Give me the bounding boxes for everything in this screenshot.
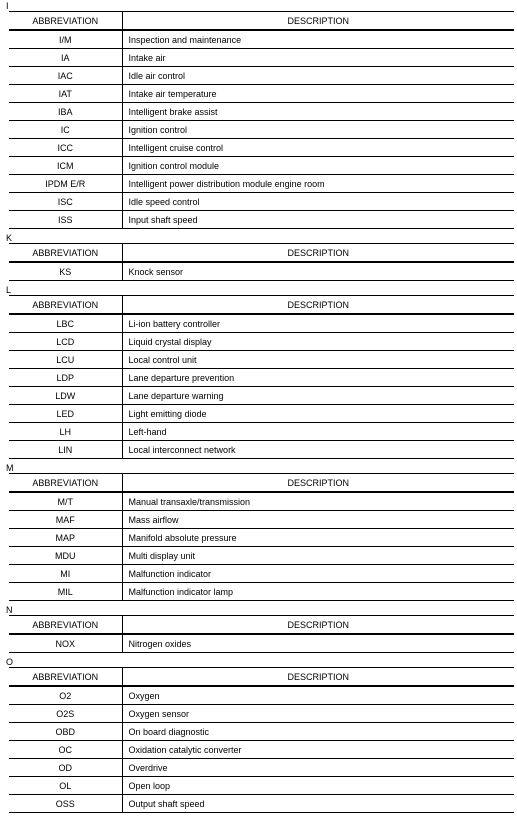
abbreviation-cell: LDP: [9, 369, 122, 387]
table-row: [9, 103, 514, 121]
table-row: [9, 565, 514, 583]
table-row: [9, 193, 514, 211]
table-row: [9, 529, 514, 547]
table-row: [9, 492, 514, 511]
abbreviation-cell: LCD: [9, 333, 122, 351]
description-cell: Oxidation catalytic converter: [122, 741, 514, 759]
abbreviation-cell: O2S: [9, 705, 122, 723]
table-row: [9, 405, 514, 423]
table-row: [9, 175, 514, 193]
table-row: [9, 30, 514, 49]
table-row: [9, 511, 514, 529]
abbreviation-cell: LH: [9, 423, 122, 441]
table-row: [9, 777, 514, 795]
column-header-description: DESCRIPTION: [122, 616, 514, 635]
abbreviation-cell: ICC: [9, 139, 122, 157]
description-cell: Ignition control module: [122, 157, 514, 175]
description-cell: Knock sensor: [122, 262, 514, 281]
table-row: [9, 262, 514, 281]
column-header-abbreviation: ABBREVIATION: [9, 616, 122, 635]
section-letter-n: N: [6, 605, 13, 615]
table-row: [9, 121, 514, 139]
abbreviation-cell: IC: [9, 121, 122, 139]
column-header-description: DESCRIPTION: [122, 474, 514, 493]
table-row: [9, 423, 514, 441]
table-row: [9, 157, 514, 175]
abbreviation-cell: IAT: [9, 85, 122, 103]
description-cell: Overdrive: [122, 759, 514, 777]
description-cell: Intake air: [122, 49, 514, 67]
abbreviation-cell: LBC: [9, 314, 122, 333]
table-row: [9, 441, 514, 459]
description-cell: On board diagnostic: [122, 723, 514, 741]
table-row: [9, 85, 514, 103]
abbreviation-cell: OC: [9, 741, 122, 759]
description-cell: Ignition control: [122, 121, 514, 139]
table-row: [9, 759, 514, 777]
description-cell: Manual transaxle/transmission: [122, 492, 514, 511]
column-header-abbreviation: ABBREVIATION: [9, 296, 122, 315]
table-header-row: [9, 296, 514, 315]
description-cell: Open loop: [122, 777, 514, 795]
description-cell: Intelligent power distribution module engine room: [122, 175, 514, 193]
section-letter-m: M: [6, 463, 14, 473]
table-row: [9, 351, 514, 369]
description-cell: Intelligent brake assist: [122, 103, 514, 121]
abbreviation-cell: KS: [9, 262, 122, 281]
description-cell: Idle air control: [122, 67, 514, 85]
abbreviation-cell: NOX: [9, 634, 122, 653]
abbreviation-cell: LDW: [9, 387, 122, 405]
description-cell: Left-hand: [122, 423, 514, 441]
abbreviation-cell: LCU: [9, 351, 122, 369]
abbreviation-cell: I/M: [9, 30, 122, 49]
abbreviation-cell: M/T: [9, 492, 122, 511]
column-header-abbreviation: ABBREVIATION: [9, 474, 122, 493]
table-header-row: [9, 244, 514, 263]
abbreviation-table-k: [9, 243, 514, 281]
description-cell: Liquid crystal display: [122, 333, 514, 351]
abbreviation-cell: IBA: [9, 103, 122, 121]
abbreviation-cell: MAF: [9, 511, 122, 529]
table-row: [9, 314, 514, 333]
section-letter-i: I: [6, 1, 9, 11]
table-row: [9, 139, 514, 157]
column-header-description: DESCRIPTION: [122, 244, 514, 263]
description-cell: Idle speed control: [122, 193, 514, 211]
description-cell: Oxygen sensor: [122, 705, 514, 723]
abbreviation-cell: ICM: [9, 157, 122, 175]
abbreviation-cell: MIL: [9, 583, 122, 601]
table-row: [9, 67, 514, 85]
abbreviation-table-l: [9, 295, 514, 459]
description-cell: Mass airflow: [122, 511, 514, 529]
table-row: [9, 211, 514, 229]
abbreviation-table-n: [9, 615, 514, 653]
abbreviation-cell: IAC: [9, 67, 122, 85]
table-header-row: [9, 474, 514, 493]
abbreviation-table-m: [9, 473, 514, 601]
column-header-description: DESCRIPTION: [122, 296, 514, 315]
abbreviation-cell: MDU: [9, 547, 122, 565]
abbreviation-cell: OL: [9, 777, 122, 795]
table-row: [9, 387, 514, 405]
section-letter-k: K: [6, 233, 13, 243]
abbreviation-cell: IA: [9, 49, 122, 67]
column-header-abbreviation: ABBREVIATION: [9, 668, 122, 687]
table-row: [9, 333, 514, 351]
table-row: [9, 634, 514, 653]
description-cell: Manifold absolute pressure: [122, 529, 514, 547]
description-cell: Oxygen: [122, 686, 514, 705]
abbreviation-cell: IPDM E/R: [9, 175, 122, 193]
description-cell: Output shaft speed: [122, 795, 514, 813]
table-row: [9, 369, 514, 387]
description-cell: Inspection and maintenance: [122, 30, 514, 49]
section-letter-o: O: [6, 657, 14, 667]
description-cell: Local control unit: [122, 351, 514, 369]
description-cell: Input shaft speed: [122, 211, 514, 229]
table-row: [9, 741, 514, 759]
table-row: [9, 705, 514, 723]
description-cell: Intelligent cruise control: [122, 139, 514, 157]
section-letter-l: L: [6, 285, 12, 295]
table-row: [9, 583, 514, 601]
column-header-abbreviation: ABBREVIATION: [9, 244, 122, 263]
abbreviation-cell: OSS: [9, 795, 122, 813]
table-row: [9, 49, 514, 67]
description-cell: Nitrogen oxides: [122, 634, 514, 653]
table-header-row: [9, 616, 514, 635]
abbreviation-cell: OBD: [9, 723, 122, 741]
abbreviation-cell: LED: [9, 405, 122, 423]
description-cell: Lane departure prevention: [122, 369, 514, 387]
abbreviation-table-i: [9, 11, 514, 229]
abbreviation-cell: MI: [9, 565, 122, 583]
abbreviation-cell: OD: [9, 759, 122, 777]
description-cell: Lane departure warning: [122, 387, 514, 405]
abbreviation-cell: LIN: [9, 441, 122, 459]
table-header-row: [9, 12, 514, 31]
abbreviation-table-o: [9, 667, 514, 813]
table-row: [9, 547, 514, 565]
description-cell: Li-ion battery controller: [122, 314, 514, 333]
column-header-description: DESCRIPTION: [122, 668, 514, 687]
description-cell: Malfunction indicator lamp: [122, 583, 514, 601]
table-row: [9, 686, 514, 705]
description-cell: Intake air temperature: [122, 85, 514, 103]
column-header-description: DESCRIPTION: [122, 12, 514, 31]
table-row: [9, 795, 514, 813]
abbreviation-cell: MAP: [9, 529, 122, 547]
abbreviation-cell: ISS: [9, 211, 122, 229]
description-cell: Multi display unit: [122, 547, 514, 565]
abbreviation-cell: ISC: [9, 193, 122, 211]
description-cell: Light emitting diode: [122, 405, 514, 423]
table-header-row: [9, 668, 514, 687]
column-header-abbreviation: ABBREVIATION: [9, 12, 122, 31]
table-row: [9, 723, 514, 741]
abbreviation-cell: O2: [9, 686, 122, 705]
description-cell: Local interconnect network: [122, 441, 514, 459]
description-cell: Malfunction indicator: [122, 565, 514, 583]
